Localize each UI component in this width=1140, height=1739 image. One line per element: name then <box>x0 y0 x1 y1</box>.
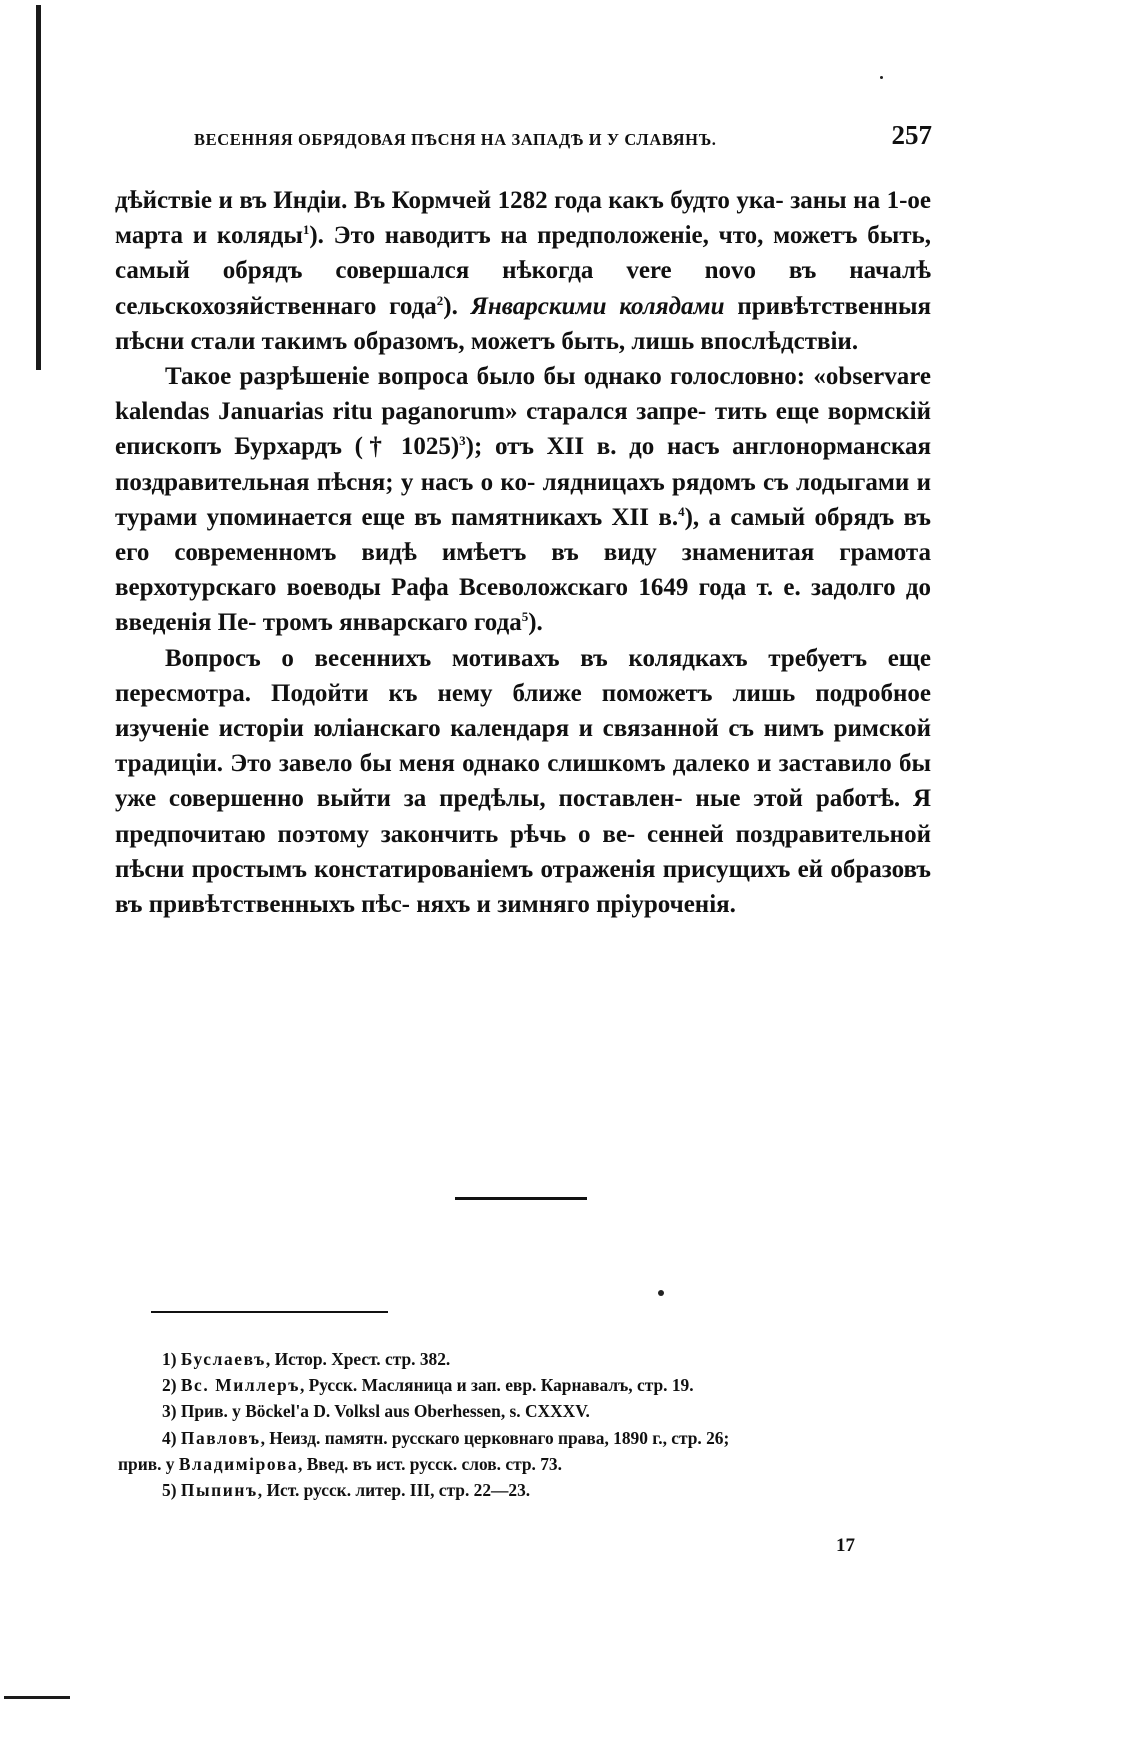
running-title: ВЕСЕННЯЯ ОБРЯДОВАЯ ПѢСНЯ НА ЗАПАДѢ И У СЛАВЯНЪ. <box>194 130 717 149</box>
footnote-author: Павловъ <box>180 1427 261 1448</box>
scan-speck <box>880 76 883 79</box>
signature-mark: 17 <box>836 1535 855 1556</box>
footnote-ref[interactable]: 2 <box>436 292 444 308</box>
paragraph-2: Такое разрѣшеніе вопроса было бы однако голословно: «observare kalendas Januarias ritu paganorum» старался запре- тить еще вормскій епископъ Бурхардъ († 1025)$^3$); отъ XII в. до насъ англонорманская поздравительная пѣсня; у насъ о ко- лядницахъ рядомъ съ лодыгами и турами упоминается еще въ памятникахъ XII в.$^4$), а самый обрядъ въ его современномъ видѣ имѣетъ въ виду знаменитая грамота верхотурскаго воеводы Рафа Всеволожскаго 1649 года т. е. задолго до введенія Пе- тромъ январскаго года$^5$). <box>115 363 932 637</box>
footnote-4: 4) Павловъ, Неизд. памятн. русскаго церковнаго права, 1890 г., стр. 26; прив. у Владимірова, Введ. въ ист. русск. слов. стр. 73. <box>118 1425 936 1477</box>
footnote-author: Вс. Миллеръ <box>180 1375 300 1396</box>
scan-edge-bottom <box>4 1696 70 1699</box>
footnote-ref[interactable]: 5 <box>521 609 529 625</box>
main-text <box>115 183 931 922</box>
footnotes <box>118 1346 936 1503</box>
paragraph-1: дѣйствіе и въ Индіи. Въ Кормчей 1282 года какъ будто ука- заны на 1-ое марта и коляды$^1$). Это наводитъ на предположеніе, что, можетъ быть, самый обрядъ совершался нѣкогда vere novo въ началѣ сельскохозяйственнаго года$^2$). Январскими колядами привѣтственныя пѣсни стали такимъ образомъ, можетъ быть, лишь впослѣдствіи. <box>115 187 931 355</box>
footnote-ref[interactable]: 4 <box>678 503 685 519</box>
footnote-author: Владимірова <box>178 1453 299 1474</box>
footnote-ref[interactable]: 1 <box>302 222 310 238</box>
footnote-separator <box>151 1311 388 1313</box>
italic-phrase: Январскими колядами <box>470 292 725 320</box>
footnote-author: Прив. у Böckel'a <box>180 1401 309 1422</box>
page-number: 257 <box>891 120 932 150</box>
footnote-ref[interactable]: 3 <box>459 433 466 449</box>
footnote-author: Буслаевъ <box>180 1349 266 1369</box>
footnote-4-continuation: прив. у Владимірова, Введ. въ ист. русск. слов. стр. 73. <box>118 1453 562 1474</box>
scan-edge-left <box>36 5 41 370</box>
footnote-5: 5) Пыпинъ, Ист. русск. литер. III, стр. 22—23. <box>162 1480 531 1501</box>
scan-speck <box>658 1290 664 1296</box>
footnote-2: 2) Вс. Миллеръ, Русск. Масляница и зап. евр. Карнавалъ, стр. 19. <box>162 1375 694 1396</box>
section-end-rule <box>455 1197 587 1200</box>
footnote-author: Пыпинъ <box>180 1480 258 1501</box>
footnote-1: 1) Буслаевъ, Истор. Хрест. стр. 382. <box>162 1349 451 1369</box>
page-header <box>168 120 932 160</box>
paragraph-3: Вопросъ о весеннихъ мотивахъ въ колядкахъ требуетъ еще пересмотра. Подойти къ нему ближе поможетъ лишь подробное изученіе исторіи юліанскаго календаря и связанной съ нимъ римской традиціи. Это завело бы меня однако слишкомъ далеко и заставило бы уже совершенно выйти за предѣлы, поставлен- ные этой работѣ. Я предпочитаю поэтому закончить рѣчь о ве- сенней поздравительной пѣсни простымъ констатированіемъ отраженія присущихъ ей образовъ въ привѣтственныхъ пѣс- няхъ и зимняго пріуроченія. <box>115 644 931 919</box>
footnote-3: 3) Прив. у Böckel'a D. Volksl aus Oberhessen, s. CXXXV. <box>162 1401 590 1422</box>
